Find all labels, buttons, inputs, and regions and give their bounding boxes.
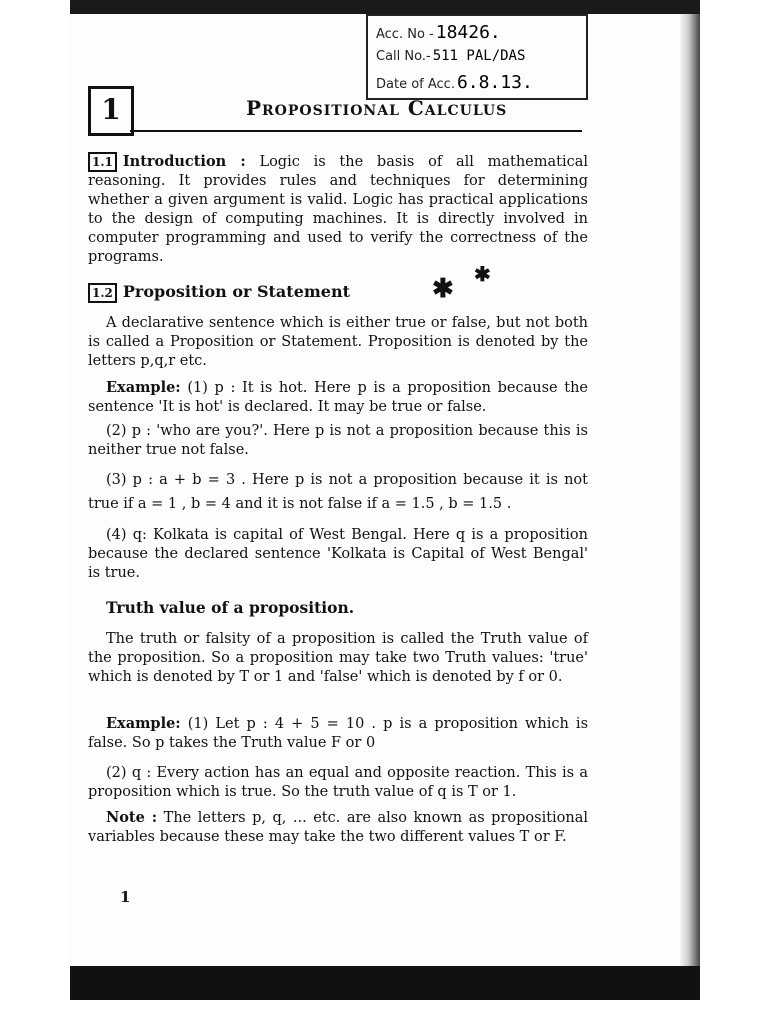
stamp-call-value: 511 PAL/DAS xyxy=(432,48,526,64)
asterisk-mark-icon: ✱ xyxy=(432,274,454,304)
page-number: 1 xyxy=(120,888,131,906)
stamp-acc-row xyxy=(376,22,501,43)
stamp-call-label: Call No.- xyxy=(376,49,431,64)
bottom-scan-border xyxy=(70,966,700,1000)
note-text: The letters p, q, ... etc. are also known as propositional variables because these may take the two different values T or F. xyxy=(88,810,589,845)
stamp-date-row xyxy=(376,72,533,93)
example-3: (3) p : a + b = 3 . Here p is not a proposition because it is not true if a = 1 , b = 4 and it is not false if a = 1.5 , b = 1.5 . xyxy=(88,472,588,512)
title-underline xyxy=(130,130,582,132)
section-heading-introduction: Introduction : xyxy=(122,153,246,170)
example-label: Example: xyxy=(106,715,181,732)
asterisk-mark-icon: ✱ xyxy=(474,262,491,286)
stamp-date-label: Date of Acc. xyxy=(376,77,455,92)
section-proposition xyxy=(88,282,588,303)
chapter-number: 1 xyxy=(88,86,134,136)
example-5-text: (1) Let p : 4 + 5 = 10 . p is a proposition which is false. So p takes the Truth value F or 0 xyxy=(88,716,589,751)
library-stamp xyxy=(366,14,588,100)
stamp-date-value: 6.8.13. xyxy=(456,72,533,93)
book-spine-shadow xyxy=(680,14,700,966)
note-label: Note : xyxy=(106,809,158,826)
stamp-call-row xyxy=(376,48,525,64)
truth-value-heading: Truth value of a proposition. xyxy=(106,598,355,617)
top-scan-border xyxy=(70,0,700,14)
section-heading-proposition: Proposition or Statement xyxy=(122,282,350,301)
truth-value-paragraph: The truth or falsity of a proposition is called the Truth value of the proposition. So a proposition may take two Truth values: 'true' which is denoted by T or 1 and 'false' which is denoted by f or 0. xyxy=(88,631,588,685)
example-1 xyxy=(88,378,588,417)
example-5 xyxy=(88,714,588,753)
section-number-1-1: 1.1 xyxy=(88,152,117,172)
chapter-title: Propositional Calculus xyxy=(246,96,508,120)
example-2: (2) p : 'who are you?'. Here p is not a proposition because this is neither true not false. xyxy=(88,423,588,458)
example-6: (2) q : Every action has an equal and opposite reaction. This is a proposition which is true. So the truth value of q is T or 1. xyxy=(88,765,588,800)
example-label: Example: xyxy=(106,379,181,396)
introduction-text: Logic is the basis of all mathematical reasoning. It provides rules and techniques for determining whether a given argument is valid. Logic has practical applications to the design of computing machines. It is directly involved in computer programming and used to verify the correctness of the programs. xyxy=(88,154,589,265)
definition-paragraph: A declarative sentence which is either true or false, but not both is called a Proposition or Statement. Proposition is denoted by the letters p,q,r etc. xyxy=(88,315,588,369)
example-4: (4) q: Kolkata is capital of West Bengal. Here q is a proposition because the declared sentence 'Kolkata is Capital of West Bengal' is true. xyxy=(88,527,588,581)
stamp-acc-label: Acc. No - xyxy=(376,27,434,42)
section-number-1-2: 1.2 xyxy=(88,283,117,303)
example-1-text: (1) p : It is hot. Here p is a proposition because the sentence 'It is hot' is declared. It may be true or false. xyxy=(88,380,589,415)
note-paragraph xyxy=(88,808,588,847)
stamp-acc-value: 18426. xyxy=(435,22,501,43)
section-introduction xyxy=(88,152,588,267)
